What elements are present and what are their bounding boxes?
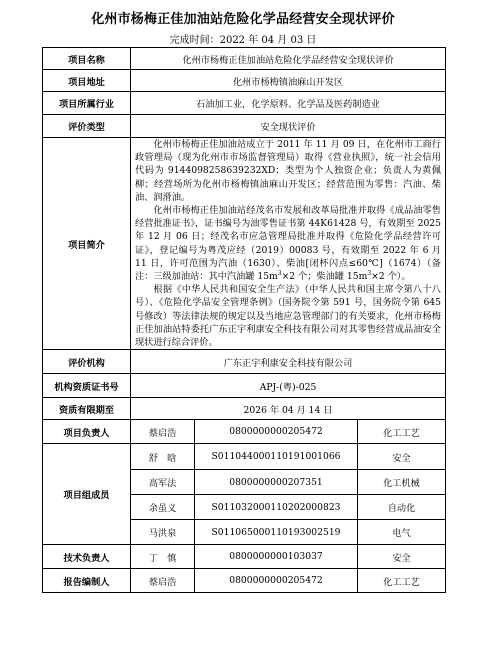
label-eval-type: 评价类型 xyxy=(43,115,131,138)
label-agency: 评价机构 xyxy=(43,350,131,374)
member-major: 电气 xyxy=(358,520,446,545)
member-cert: S011032000110202000823 xyxy=(195,495,358,520)
value-intro xyxy=(131,138,446,350)
project-info-table xyxy=(42,47,446,593)
row-report-author xyxy=(43,569,446,593)
label-leader: 项目负责人 xyxy=(43,420,131,444)
label-validity: 资质有限期至 xyxy=(43,398,131,420)
completion-date: 完成时间：2022 年 04 月 03 日 xyxy=(169,35,317,46)
member-name: 高军法 xyxy=(131,470,195,495)
member-cert: S011044000110191001066 xyxy=(195,444,358,470)
leader-major: 化工工艺 xyxy=(358,420,446,444)
row-eval-type xyxy=(43,115,446,138)
row-agency xyxy=(43,350,446,374)
value-industry: 石油加工业，化学原料、化学品及医药制造业 xyxy=(131,92,446,115)
row-validity xyxy=(43,398,446,420)
leader-name: 蔡启浩 xyxy=(131,420,195,444)
tech-lead-major: 安全 xyxy=(358,545,446,569)
member-name: 余虽义 xyxy=(131,495,195,520)
label-project-address: 项目地址 xyxy=(43,70,131,92)
member-row xyxy=(43,444,446,470)
label-report-author: 报告编制人 xyxy=(43,569,131,593)
label-cert-no: 机构资质证书号 xyxy=(43,374,131,398)
row-project-address xyxy=(43,70,446,92)
label-industry: 项目所属行业 xyxy=(43,92,131,115)
row-project-name xyxy=(43,48,446,70)
member-major: 化工机械 xyxy=(358,470,446,495)
member-major: 安全 xyxy=(358,444,446,470)
label-intro: 项目简介 xyxy=(43,138,131,350)
document-title: 化州市杨梅正佳加油站危险化学品经营安全现状评价 xyxy=(91,12,395,27)
report-author-cert: 0800000000205472 xyxy=(195,569,358,593)
row-industry xyxy=(43,92,446,115)
value-eval-type: 安全现状评价 xyxy=(131,115,446,138)
value-project-address: 化州市杨梅镇油麻山开发区 xyxy=(131,70,446,92)
label-tech-lead: 技术负责人 xyxy=(43,545,131,569)
intro-paragraph-1: 化州市杨梅正佳加油站成立于 2011 年 11 月 09 日，在化州市工商行政管理局（现为化州市市场监督管理局）取得《营业执照》，统一社会信用代码为 914409825863923​2XD；类型为个人独资企业；负责人为黄佩柳；经营场所为化州市杨梅镇油麻山开发区；经营范围为零售：汽油、柴油、润滑油。 xyxy=(135,139,441,203)
intro-paragraph-3: 根据《中华人民共和国安全生产法》（中华人民共和国主席令第八十八号）、《危险化学品安全管理条例》（国务院令第 591 号，国务院令第 645 号修改）等法律法规的规定以及当地应急管理部门的有关要求，化州市杨梅正佳加油站特委托广东正宇利康安全科技有限公司对其零售经营成品油安全现状进行综合评价。 xyxy=(135,284,441,349)
value-validity: 2026 年 04 月 14 日 xyxy=(131,398,446,420)
value-cert-no: APJ-(粤)-025 xyxy=(131,374,446,398)
tech-lead-name: 丁 慎 xyxy=(131,545,195,569)
member-name: 舒 晗 xyxy=(131,444,195,470)
member-cert: 0800000000207351 xyxy=(195,470,358,495)
value-agency: 广东正宇利康安全科技有限公司 xyxy=(131,350,446,374)
row-intro xyxy=(43,138,446,350)
leader-cert: 0800000000205472 xyxy=(195,420,358,444)
member-cert: S011065000110193002519 xyxy=(195,520,358,545)
value-project-name: 化州市杨梅正佳加油站危险化学品经营安全现状评价 xyxy=(131,48,446,70)
report-author-name: 蔡启浩 xyxy=(131,569,195,593)
tech-lead-cert: 0800000000103037 xyxy=(195,545,358,569)
row-leader xyxy=(43,420,446,444)
intro-paragraph-2: 化州市杨梅正佳加油站经茂名市发展和改革局批准并取得《成品油零售经营批准证书》，证书编号为油零售证书第 44K61428 号，有效期至 2025 年 12 月 06 日；经茂名市应急管理局批准并取得《危险化学品经营许可证》，登记编号为粤茂应经（2019）00083 号，有效期至 2022 年 6 月 11 日，许可范围为汽油（1630）、柴油[闭杯闪点≤60℃]（1674）（备注：三级加油站：其中汽油罐 $15m^3\times 2$ 个；柴油罐 $15m^3\times 2$ 个）。 xyxy=(135,205,441,283)
member-major: 自动化 xyxy=(358,495,446,520)
row-tech-lead xyxy=(43,545,446,569)
row-cert-no xyxy=(43,374,446,398)
label-members: 项目组成员 xyxy=(43,444,131,545)
member-name: 马洪泉 xyxy=(131,520,195,545)
label-project-name: 项目名称 xyxy=(43,48,131,70)
report-author-major: 化工工艺 xyxy=(358,569,446,593)
